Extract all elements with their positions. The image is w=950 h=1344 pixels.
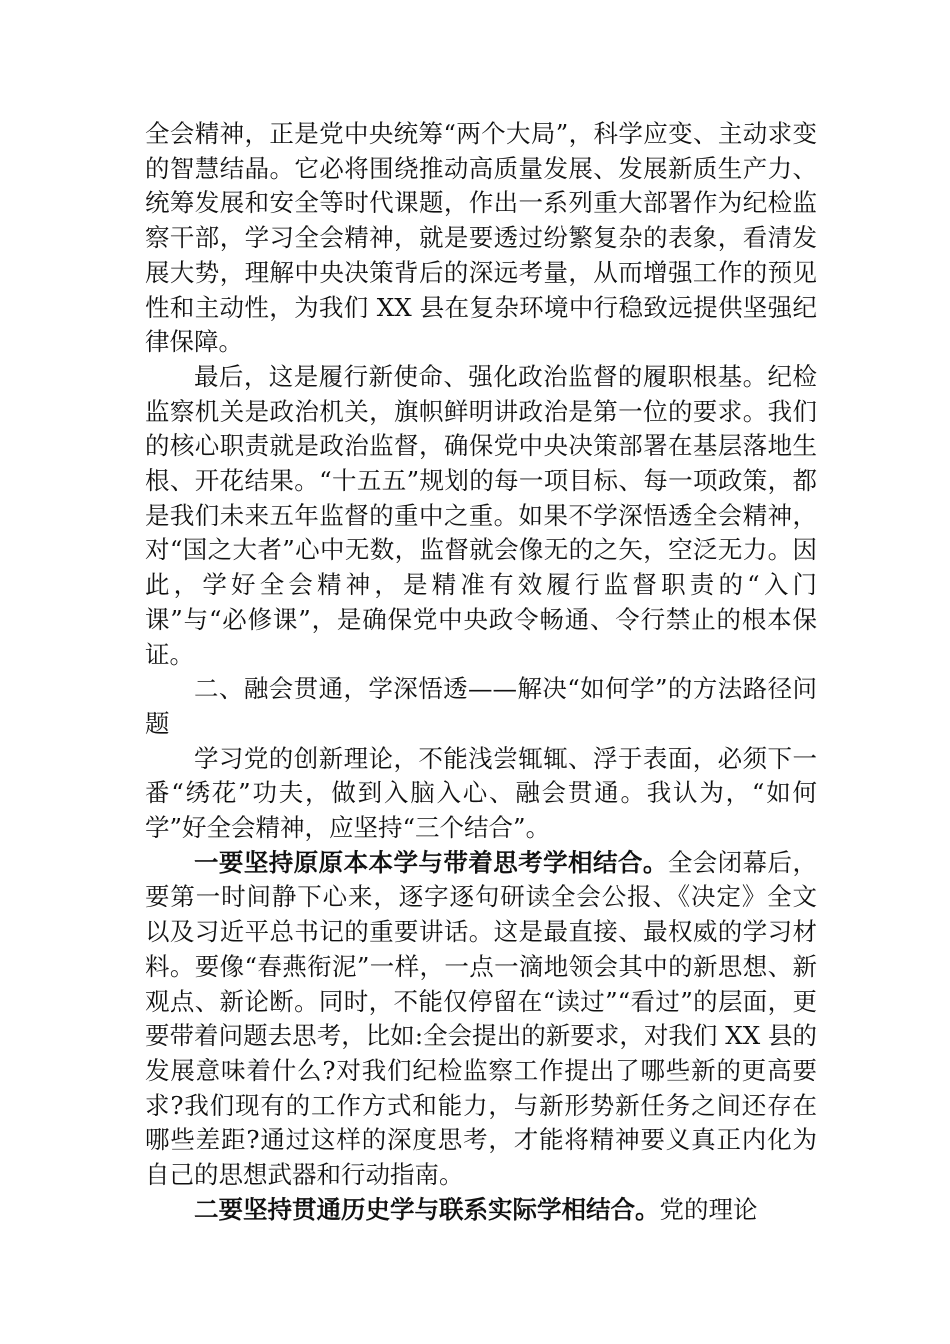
paragraph-intro-continuation: 全会精神，正是党中央统筹“两个大局”，科学应变、主动求变的智慧结晶。它必将围绕推动高质量发展、发展新质生产力、统筹发展和安全等时代课题，作出一系列重大部署作为纪检监察干部，学习全会精神，就是要透过纷繁复杂的表象，看清发展大势，理解中央决策背后的深远考量，从而增强工作的预见性和主动性，为我们 XX 县在复杂环境中行稳致远提供坚强纪律保障。 [145, 119, 817, 357]
point-one-lead: 一要坚持原原本本学与带着思考学相结合。 [194, 847, 668, 877]
paragraph-finally: 最后，这是履行新使命、强化政治监督的履职根基。纪检监察机关是政治机关，旗帜鲜明讲政治是第一位的要求。我们的核心职责就是政治监督，确保党中央决策部署在基层落地生根、开花结果。“十五五”规划的每一项目标、每一项政策，都是我们未来五年监督的重中之重。如果不学深悟透全会精神，对“国之大者”心中无数，监督就会像无的之矢，空泛无力。因此，学好全会精神，是精准有效履行监督职责的“入门课”与“必修课”，是确保党中央政令畅通、令行禁止的根本保证。 [145, 361, 817, 669]
point-two-lead: 二要坚持贯通历史学与联系实际学相结合。 [194, 1194, 660, 1224]
point-two-body: 党的理论 [659, 1194, 758, 1224]
paragraph-point-two [145, 1193, 817, 1228]
paragraph-point-one [145, 846, 817, 1193]
section-heading-two: 二、融会贯通，学深悟透——解决“如何学”的方法路径问题 [145, 674, 817, 738]
document-page [145, 117, 817, 1228]
paragraph-three-combinations: 学习党的创新理论，不能浅尝辄辄、浮于表面，必须下一番“绣花”功夫，做到入脑入心、融会贯通。我认为，“如何学”好全会精神，应坚持“三个结合”。 [145, 743, 817, 843]
point-one-body: 全会闭幕后，要第一时间静下心来，逐字逐句研读全会公报、《决定》全文以及习近平总书记的重要讲话。这是最直接、最权威的学习材料。要像“春燕衔泥”一样，一点一滴地领会其中的新思想、新观点、新论断。同时，不能仅停留在“读过”“看过”的层面，更要带着问题去思考，比如:全会提出的新要求，对我们 XX 县的发展意味着什么?对我们纪检监察工作提出了哪些新的更高要求?我们现有的工作方式和能力，与新形势新任务之间还存在哪些差距?通过这样的深度思考，才能将精神要义真正内化为自己的思想武器和行动指南。 [145, 847, 817, 1190]
